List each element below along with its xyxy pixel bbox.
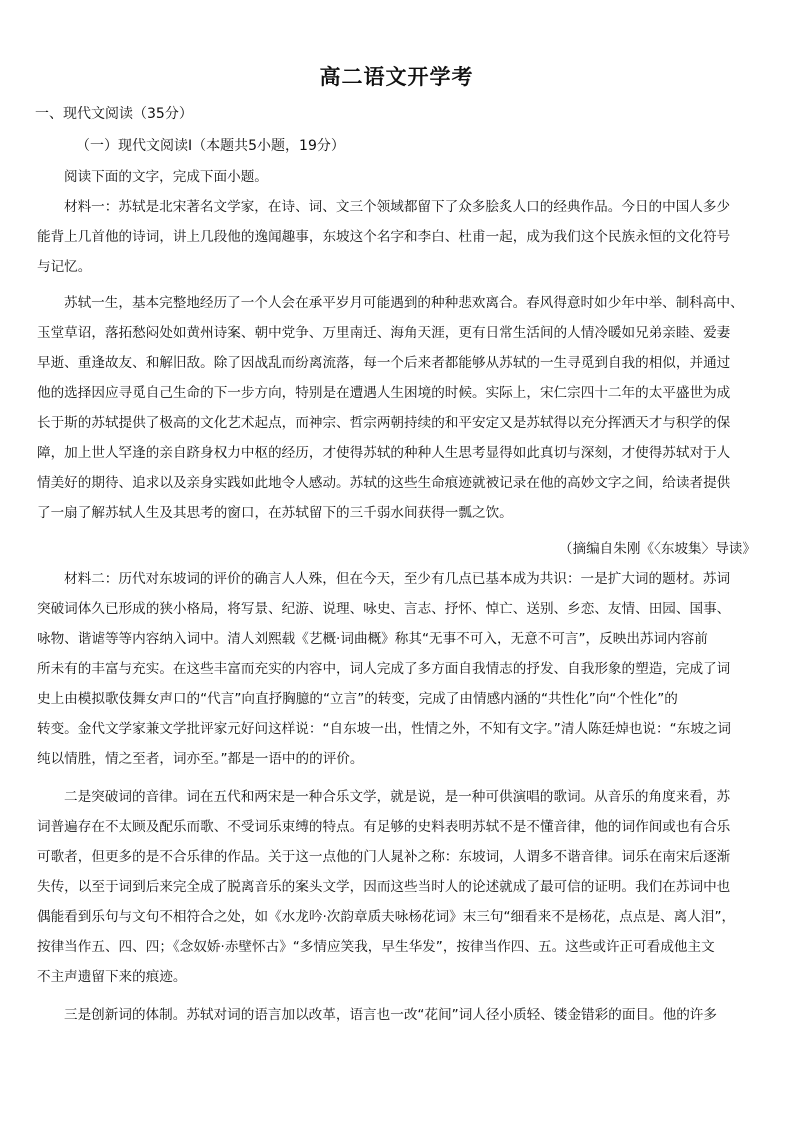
material-one-text: 情美好的期待、追求以及亲身实践如此地令人感动。苏轼的这些生命痕迹就被记录在他的高妙文字之间，给读者提供 bbox=[37, 475, 731, 491]
material-two-text: 词普遍存在不太顾及配乐而歌、不受词乐束缚的特点。有足够的史料表明苏轼不是不懂音律，他的词作间或也有合乐 bbox=[37, 819, 731, 835]
material-two-text: 所未有的丰富与充实。在这些丰富而充实的内容中，词人完成了多方面自我情志的抒发、自我形象的塑造，完成了词 bbox=[37, 661, 731, 677]
text-line bbox=[0, 625, 793, 654]
text-line bbox=[0, 319, 793, 348]
text-line bbox=[0, 1001, 793, 1030]
text-line bbox=[0, 685, 793, 714]
text-line bbox=[0, 813, 793, 842]
material-two-text: 不主声遗留下来的痕迹。 bbox=[37, 969, 187, 985]
text-line bbox=[0, 595, 793, 624]
material-one-text: 能背上几首他的诗词，讲上几段他的逸闻趣事，东坡这个名字和李白、杜甫一起，成为我们这个民族永恒的文化符号 bbox=[37, 229, 731, 245]
material-two-text: 失传，以至于词到后来完全成了脱离音乐的案头文学，因而这些当时人的论述就成了最可信的证明。我们在苏词中也 bbox=[37, 879, 731, 895]
text-line bbox=[0, 745, 793, 774]
material-one-text: 长于斯的苏轼提供了极高的文化艺术起点，而神宗、哲宗两朝持续的和平安定又是苏轼得以充分挥洒天才与积学的保 bbox=[37, 415, 731, 431]
material-two-text: 突破词体久已形成的狭小格局，将写景、纪游、说理、咏史、言志、抒怀、悼亡、送别、乡恋、友情、田园、国事、 bbox=[37, 601, 731, 617]
material-two-text: 可歌者，但更多的是不合乐律的作品。关于这一点他的门人晁补之称：东坡词，人谓多不谐音律。词乐在南宋后逐渐 bbox=[37, 849, 731, 865]
subsection-heading: （一）现代文阅读Ⅰ（本题共5小题，19分） bbox=[76, 138, 345, 154]
material-one-text: 早逝、重逢故友、和解旧敌。除了因战乱而纷离流落，每一个后来者都能够从苏轼的一生寻觅到自我的相似，并通过 bbox=[37, 355, 731, 371]
exam-title: 高二语文开学考 bbox=[319, 65, 474, 89]
source-citation: （摘编自朱刚《〈东坡集〉导读》 bbox=[558, 541, 756, 557]
material-two-text: 三是创新词的体制。苏轼对词的语言加以改革，语言也一改“花间”词人径小质轻、镂金错彩的面目。他的许多 bbox=[64, 1007, 717, 1023]
text-line bbox=[0, 439, 793, 468]
material-two-text: 史上由模拟歌伎舞女声口的“代言”向直抒胸臆的“立言”的转变，完成了由情感内涵的“共性化”向“个性化”的 bbox=[37, 691, 678, 707]
text-line bbox=[0, 843, 793, 872]
text-line bbox=[0, 409, 793, 438]
material-one-text: 障，加上世人罕逢的亲自跻身权力中枢的经历，才使得苏轼的种种人生思考显得如此真切与深刻，才使得苏轼对于人 bbox=[37, 445, 731, 461]
section-heading: 一、现代文阅读（35分） bbox=[35, 106, 193, 122]
text-line bbox=[0, 933, 793, 962]
text-line bbox=[0, 565, 793, 594]
text-line bbox=[0, 349, 793, 378]
text-line bbox=[0, 289, 793, 318]
instruction-text: 阅读下面的文字，完成下面小题。 bbox=[64, 169, 268, 185]
text-line bbox=[0, 223, 793, 252]
material-one-text: 了一扇了解苏轼人生及其思考的窗口，在苏轼留下的三千弱水间获得一瓢之饮。 bbox=[37, 505, 513, 521]
text-line bbox=[0, 379, 793, 408]
text-line bbox=[0, 783, 793, 812]
material-one-text: 与记忆。 bbox=[37, 259, 92, 275]
material-one-text: 材料一：苏轼是北宋著名文学家，在诗、词、文三个领域都留下了众多脍炙人口的经典作品。今日的中国人多少 bbox=[64, 199, 731, 215]
material-two-text: 偶能看到乐句与文句不相符合之处，如《水龙吟·次韵章质夫咏杨花词》末三句“细看来不是杨花，点点是、离人泪”， bbox=[37, 909, 736, 925]
material-two-text: 纯以情胜，情之至者，词亦至。”都是一语中的的评价。 bbox=[37, 751, 364, 767]
text-line bbox=[0, 499, 793, 528]
material-one-text: 玉堂草诏，落拓愁闷处如黄州诗案、朝中党争、万里南迁、海角天涯，更有日常生活间的人情冷暖如兄弟亲睦、爱妻 bbox=[37, 325, 731, 341]
material-two-text: 材料二：历代对东坡词的评价的确言人人殊，但在今天，至少有几点已基本成为共识：一是扩大词的题材。苏词 bbox=[64, 571, 731, 587]
text-line bbox=[0, 193, 793, 222]
material-two-text: 咏物、谐谑等等内容纳入词中。清人刘熙载《艺概·词曲概》称其“无事不可入，无意不可言”，反映出苏词内容前 bbox=[37, 631, 708, 647]
text-line bbox=[0, 655, 793, 684]
source-citation-line bbox=[0, 535, 793, 564]
material-one-text: 他的选择因应寻觅自己生命的下一步方向，特别是在遭遇人生困境的时候。实际上，宋仁宗四十二年的太平盛世为成 bbox=[37, 385, 731, 401]
text-line bbox=[0, 469, 793, 498]
material-one-text: 苏轼一生，基本完整地经历了一个人会在承平岁月可能遇到的种种悲欢离合。春风得意时如少年中举、制科高中、 bbox=[64, 295, 744, 311]
material-two-text: 二是突破词的音律。词在五代和两宋是一种合乐文学，就是说，是一种可供演唱的歌词。从音乐的角度来看，苏 bbox=[64, 789, 731, 805]
text-line bbox=[0, 963, 793, 992]
instruction-line bbox=[0, 163, 793, 192]
text-line bbox=[0, 873, 793, 902]
material-two-text: 转变。金代文学家兼文学批评家元好问这样说：“自东坡一出，性情之外，不知有文字。”清人陈廷焯也说：“东坡之词 bbox=[37, 721, 732, 737]
text-line bbox=[0, 253, 793, 282]
material-two-text: 按律当作五、四、四；《念奴娇·赤壁怀古》“多情应笑我，早生华发”，按律当作四、五。这些或许正可看成他主文 bbox=[37, 939, 715, 955]
text-line bbox=[0, 715, 793, 744]
text-line bbox=[0, 903, 793, 932]
